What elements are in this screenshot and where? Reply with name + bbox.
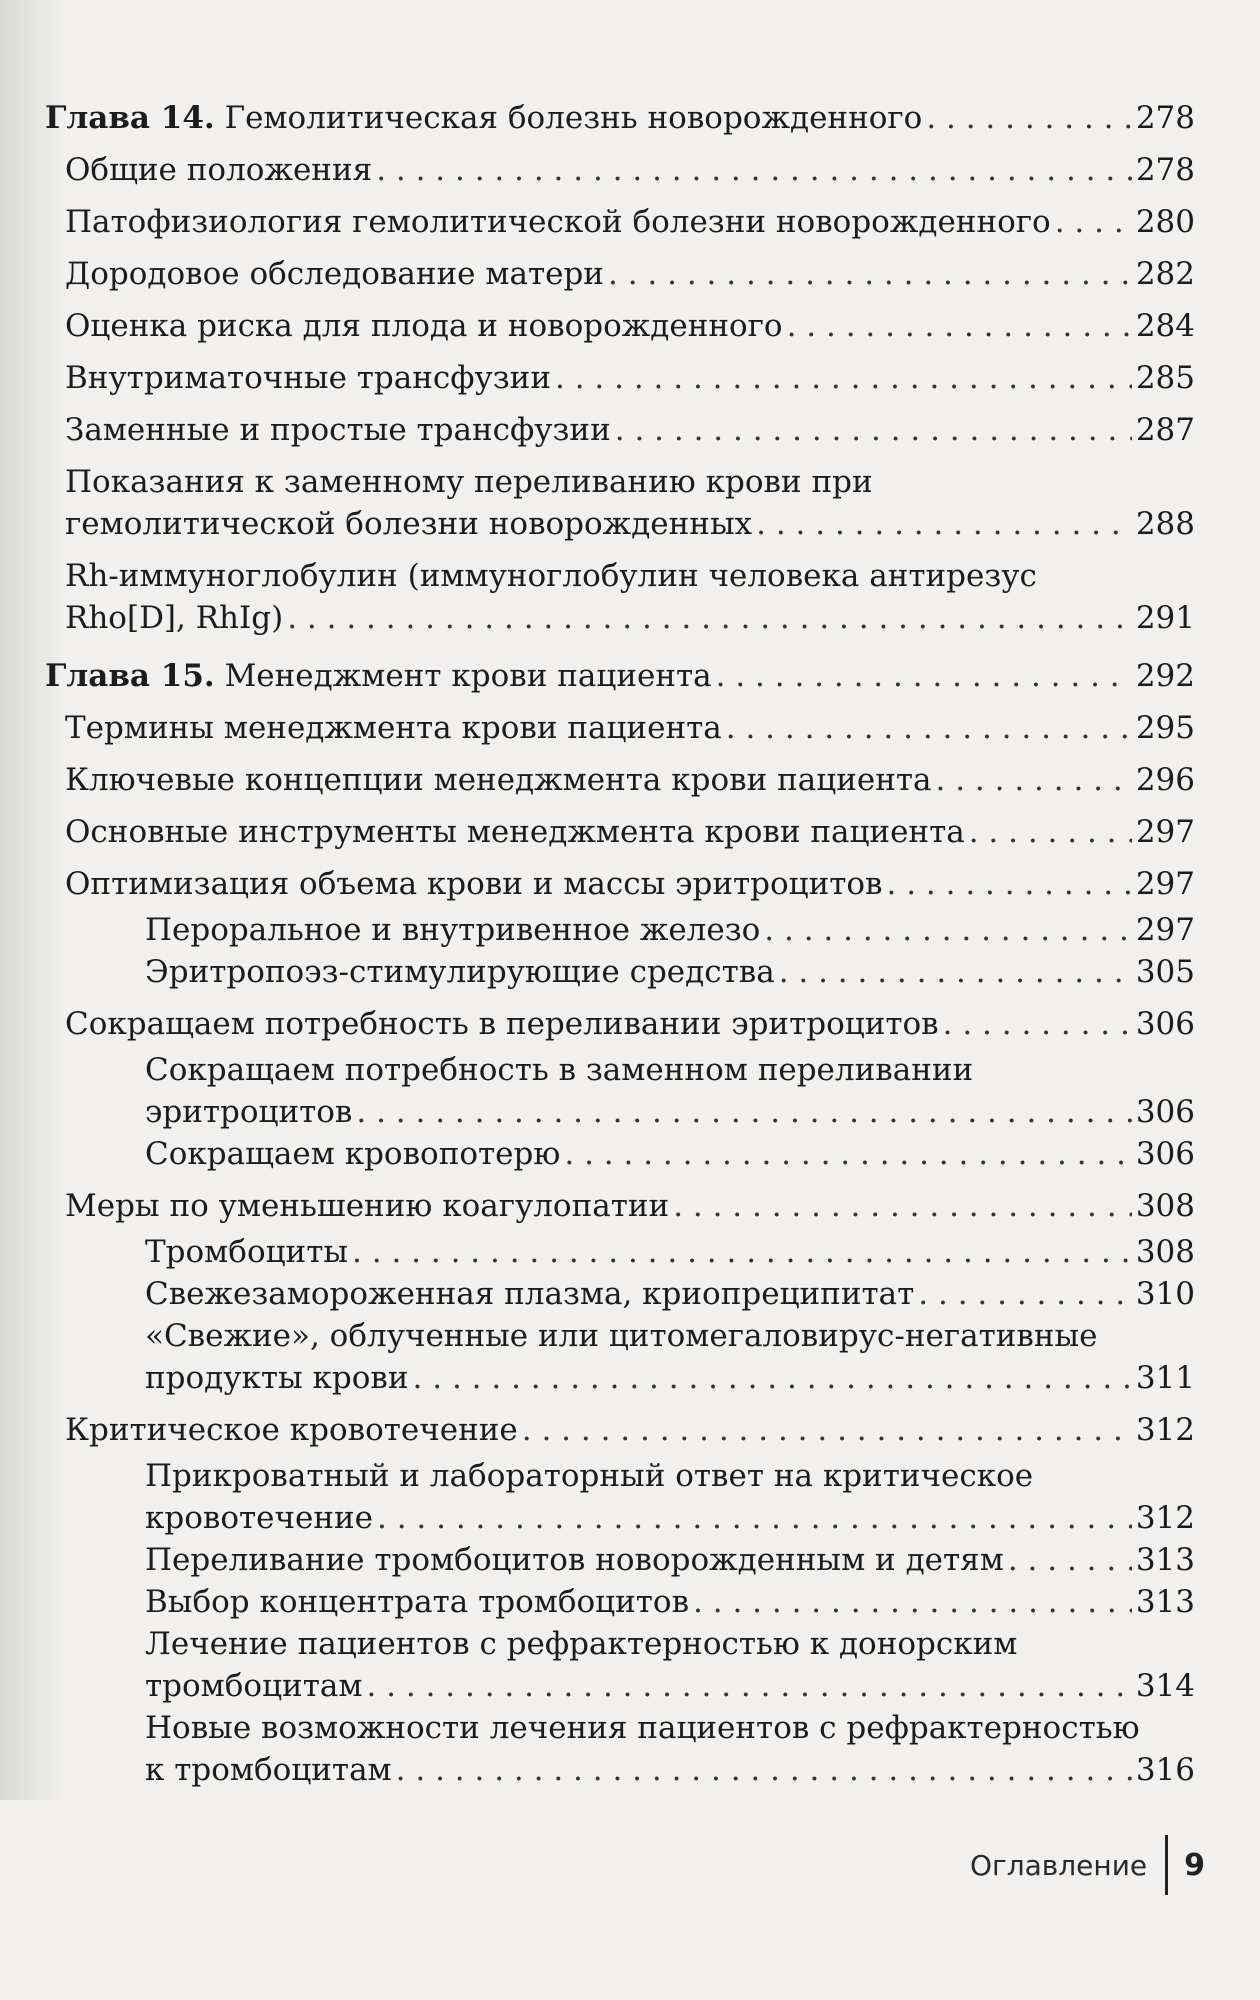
toc-entry [65, 201, 1195, 243]
toc-entry-label [65, 1409, 518, 1451]
toc-entry-title: Выбор концентрата тромбоцитов [145, 1584, 690, 1620]
chapter-number: Глава 14. [45, 100, 215, 136]
toc-entry-label [145, 1273, 914, 1315]
toc-page-number: 306 [1135, 1006, 1195, 1042]
toc-entry [65, 357, 1195, 399]
toc-entry-title: Основные инструменты менеджмента крови пациента [65, 814, 965, 850]
leader-dots [787, 305, 1132, 347]
toc-entry-title-line: Показания к заменному переливанию крови при [65, 464, 873, 500]
toc-entry-label [145, 1497, 373, 1539]
toc-entry-label [65, 1003, 939, 1045]
toc-entry [145, 1539, 1195, 1581]
toc-page-number: 297 [1135, 866, 1195, 902]
toc-entry-line [65, 1409, 1195, 1451]
toc-entry-title: Критическое кровотечение [65, 1412, 518, 1448]
toc-entry-line [145, 1231, 1195, 1273]
toc-entry-label [145, 1231, 348, 1273]
toc-entry-label [45, 655, 712, 697]
leader-dots [1055, 201, 1132, 243]
toc-entry-line [145, 1749, 1195, 1791]
toc-page-number: 313 [1135, 1542, 1195, 1578]
toc-entry-label [65, 305, 783, 347]
toc-entry [145, 1049, 1195, 1133]
toc-entry-title: Внутриматочные трансфузии [65, 360, 552, 396]
toc-entry-line [65, 863, 1195, 905]
toc-entry-title: Меры по уменьшению коагулопатии [65, 1188, 670, 1224]
toc-entry-label [145, 1539, 1004, 1581]
page-footer [970, 1835, 1205, 1895]
leader-dots [779, 951, 1132, 993]
toc-entry-title: Свежезамороженная плазма, криопреципитат [145, 1276, 915, 1312]
toc-page-number: 284 [1135, 308, 1195, 344]
toc-entry-line [45, 97, 1195, 139]
toc-entry-line [65, 597, 1195, 639]
toc-entry [145, 1707, 1195, 1791]
toc-entry [65, 555, 1195, 639]
leader-dots [522, 1409, 1132, 1451]
toc-page-number: 282 [1135, 256, 1195, 292]
toc-entry-label [65, 811, 965, 853]
leader-dots [673, 1185, 1132, 1227]
toc-entry-title-line: Прикроватный и лабораторный ответ на критическое [145, 1458, 1034, 1494]
toc-entry-line [145, 1497, 1195, 1539]
toc-entry-line [65, 811, 1195, 853]
toc-entry-title: продукты крови [145, 1360, 409, 1396]
toc-page-number: 316 [1135, 1752, 1195, 1788]
leader-dots [352, 1231, 1132, 1273]
toc-entry-title: Rho[D], RhIg) [65, 600, 284, 636]
toc-entry-label [145, 1357, 409, 1399]
toc-entry-line [145, 1539, 1195, 1581]
toc-entry-title: эритроцитов [145, 1094, 353, 1130]
toc-entry [145, 909, 1195, 951]
toc-entry-line [145, 1133, 1195, 1175]
toc-page-number: 314 [1135, 1668, 1195, 1704]
toc-entry-title: Гемолитическая болезнь новорожденного [224, 100, 923, 136]
leader-dots [969, 811, 1132, 853]
leader-dots [726, 707, 1132, 749]
toc-entry-title: Ключевые концепции менеджмента крови пациента [65, 762, 932, 798]
leader-dots [918, 1273, 1132, 1315]
toc-entry-label [145, 951, 775, 993]
toc-entry [145, 1581, 1195, 1623]
toc-entry [65, 759, 1195, 801]
toc-entry-title: Дородовое обследование матери [65, 256, 604, 292]
toc-entry-line [65, 503, 1195, 545]
toc-page-number: 287 [1135, 412, 1195, 448]
toc-entry [65, 707, 1195, 749]
leader-dots [377, 1497, 1132, 1539]
toc-entry-label [45, 97, 922, 139]
toc-entry [65, 409, 1195, 451]
leader-dots [764, 909, 1132, 951]
toc-page-number: 278 [1135, 152, 1195, 188]
toc-entry-line [145, 1273, 1195, 1315]
toc-entry [65, 863, 1195, 905]
toc-entry [65, 461, 1195, 545]
toc-entry-label [65, 149, 372, 191]
toc-entry-label [65, 253, 604, 295]
toc-entry-line [65, 357, 1195, 399]
leader-dots [1008, 1539, 1132, 1581]
toc-entry-label [65, 759, 932, 801]
toc-entry-line [65, 759, 1195, 801]
toc-chapter-entry [45, 97, 1195, 139]
toc-entry-line [45, 655, 1195, 697]
toc-entry-title-line: Rh-иммуноглобулин (иммуноглобулин человека антирезус [65, 558, 1037, 594]
toc-entry-title-line: Сокращаем потребность в заменном переливании [145, 1052, 974, 1088]
toc-page-number: 313 [1135, 1584, 1195, 1620]
toc-entry-line [65, 1185, 1195, 1227]
toc-entry-title: Пероральное и внутривенное железо [145, 912, 761, 948]
toc-entry [65, 1185, 1195, 1227]
leader-dots [887, 863, 1132, 905]
leader-dots [396, 1749, 1132, 1791]
toc-entry-label [145, 909, 760, 951]
toc-page-number: 310 [1135, 1276, 1195, 1312]
toc-entry-title-line: Лечение пациентов с рефрактерностью к донорским [145, 1626, 1018, 1662]
toc-page-number: 305 [1135, 954, 1195, 990]
toc-entry-title: Общие положения [65, 152, 373, 188]
toc-page-number: 288 [1135, 506, 1195, 542]
toc-entry-title-line: Новые возможности лечения пациентов с рефрактерностью [145, 1710, 1140, 1746]
chapter-number: Глава 15. [45, 658, 215, 694]
toc-entry-title: Тромбоциты [145, 1234, 349, 1270]
table-of-contents [45, 97, 1195, 1791]
toc-page-number: 297 [1135, 814, 1195, 850]
toc-page-number: 308 [1135, 1188, 1195, 1224]
leader-dots [615, 409, 1132, 451]
toc-entry [65, 253, 1195, 295]
toc-entry-title: тромбоцитам [145, 1668, 363, 1704]
toc-entry [145, 1231, 1195, 1273]
toc-page-number: 308 [1135, 1234, 1195, 1270]
toc-entry-label [145, 1091, 352, 1133]
toc-entry-line [65, 201, 1195, 243]
toc-chapter-entry [45, 655, 1195, 697]
toc-entry-title: Эритропоэз-стимулирующие средства [145, 954, 775, 990]
leader-dots [943, 1003, 1132, 1045]
toc-entry-line [65, 253, 1195, 295]
toc-page-number: 311 [1135, 1360, 1195, 1396]
toc-entry-line [145, 909, 1195, 951]
toc-entry-title: к тромбоцитам [145, 1752, 392, 1788]
toc-entry-line [145, 1581, 1195, 1623]
leader-dots [608, 253, 1132, 295]
toc-page-number: 296 [1135, 762, 1195, 798]
toc-page-number: 291 [1135, 600, 1195, 636]
toc-entry-line [65, 707, 1195, 749]
toc-entry-label [145, 1665, 362, 1707]
toc-page-number: 292 [1135, 658, 1195, 694]
toc-entry [65, 1003, 1195, 1045]
toc-entry [65, 1409, 1195, 1451]
leader-dots [564, 1133, 1131, 1175]
leader-dots [756, 503, 1132, 545]
toc-entry-title-line: «Свежие», облученные или цитомегаловирус-негативные [145, 1318, 1098, 1354]
leader-dots [555, 357, 1132, 399]
toc-entry-line [65, 409, 1195, 451]
toc-entry-title: Заменные и простые трансфузии [65, 412, 611, 448]
toc-entry-title: Термины менеджмента крови пациента [65, 710, 722, 746]
toc-entry-title: гемолитической болезни новорожденных [65, 506, 753, 542]
toc-entry-line [65, 1003, 1195, 1045]
toc-page-number: 295 [1135, 710, 1195, 746]
toc-entry-line [65, 149, 1195, 191]
toc-entry-line [145, 951, 1195, 993]
toc-entry-line [65, 305, 1195, 347]
toc-page-number: 297 [1135, 912, 1195, 948]
toc-entry-line [145, 1091, 1195, 1133]
toc-entry-title: Оценка риска для плода и новорожденного [65, 308, 783, 344]
toc-entry-label [145, 1581, 689, 1623]
toc-entry-label [145, 1749, 392, 1791]
leader-dots [366, 1665, 1131, 1707]
footer-divider [1165, 1835, 1168, 1895]
toc-page-number: 280 [1135, 204, 1195, 240]
footer-page-number: 9 [1184, 1847, 1205, 1883]
leader-dots [926, 97, 1132, 139]
toc-entry-label [65, 409, 611, 451]
toc-entry-label [65, 863, 883, 905]
toc-page-number: 306 [1135, 1136, 1195, 1172]
leader-dots [287, 597, 1132, 639]
toc-entry-title: Переливание тромбоцитов новорожденным и детям [145, 1542, 1004, 1578]
toc-entry-title: Сокращаем потребность в переливании эритроцитов [65, 1006, 939, 1042]
toc-entry-title: Менеджмент крови пациента [224, 658, 712, 694]
toc-entry-label [65, 1185, 669, 1227]
toc-entry-label [65, 503, 752, 545]
leader-dots [356, 1091, 1131, 1133]
toc-entry-line [145, 1357, 1195, 1399]
toc-entry [145, 951, 1195, 993]
toc-page-number: 285 [1135, 360, 1195, 396]
toc-entry [65, 305, 1195, 347]
toc-page-number: 278 [1135, 100, 1195, 136]
toc-entry [145, 1133, 1195, 1175]
toc-entry [145, 1273, 1195, 1315]
toc-entry [145, 1455, 1195, 1539]
toc-entry-label [65, 357, 551, 399]
toc-entry-title: Сокращаем кровопотерю [145, 1136, 561, 1172]
leader-dots [413, 1357, 1132, 1399]
leader-dots [936, 759, 1132, 801]
toc-entry-title: кровотечение [145, 1500, 374, 1536]
toc-entry-label [65, 201, 1051, 243]
toc-page-number: 312 [1135, 1500, 1195, 1536]
toc-entry [145, 1623, 1195, 1707]
toc-entry-title: Патофизиология гемолитической болезни новорожденного [65, 204, 1051, 240]
toc-entry-line [145, 1665, 1195, 1707]
toc-entry-label [65, 597, 283, 639]
leader-dots [693, 1581, 1132, 1623]
leader-dots [716, 655, 1132, 697]
leader-dots [376, 149, 1132, 191]
toc-entry [145, 1315, 1195, 1399]
toc-entry-label [65, 707, 722, 749]
toc-page-number: 306 [1135, 1094, 1195, 1130]
toc-entry-title: Оптимизация объема крови и массы эритроцитов [65, 866, 883, 902]
toc-entry [65, 811, 1195, 853]
toc-entry-label [145, 1133, 560, 1175]
toc-entry [65, 149, 1195, 191]
footer-section-label: Оглавление [969, 1848, 1148, 1882]
toc-page-number: 312 [1135, 1412, 1195, 1448]
